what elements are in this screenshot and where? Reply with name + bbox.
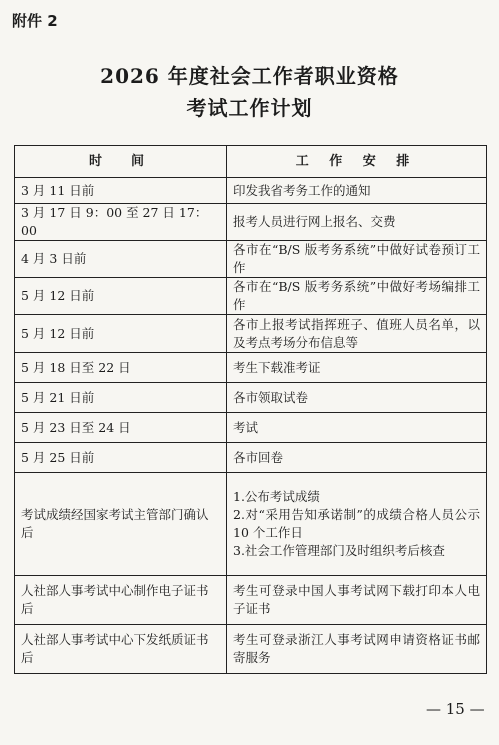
task-line: 1.公布考试成绩 [233, 489, 320, 504]
table-row [15, 315, 487, 353]
row-time: 5 月 18 日至 22 日 [15, 353, 227, 383]
table-row [15, 473, 487, 576]
task-line: 考生可登录浙江人事考试网申请资格证书邮寄服务 [233, 632, 480, 665]
page-number: — 15 — [426, 700, 485, 718]
task-line: 各市领取试卷 [233, 389, 309, 405]
table-row [15, 204, 487, 241]
task-line: 考试 [233, 419, 259, 435]
table-header-row [15, 146, 487, 178]
row-time: 4 月 3 日前 [15, 241, 227, 278]
row-task [227, 443, 487, 473]
row-time: 5 月 12 日前 [15, 278, 227, 315]
row-task [227, 315, 487, 353]
header-time: 时 间 [15, 146, 227, 178]
table-row [15, 576, 487, 625]
table-row [15, 383, 487, 413]
attachment-label: 附件 2 [12, 12, 58, 30]
task-line: 报考人员进行网上报名、交费 [233, 214, 396, 229]
row-time: 人社部人事考试中心制作电子证书后 [15, 576, 227, 625]
task-line: 各市回卷 [233, 449, 284, 465]
table-row [15, 413, 487, 443]
table-row [15, 278, 487, 315]
row-task [227, 353, 487, 383]
table-row [15, 353, 487, 383]
row-time: 5 月 21 日前 [15, 383, 227, 413]
row-task [227, 413, 487, 443]
table-row [15, 241, 487, 278]
task-line: 各市在“B/S 版考务系统”中做好试卷预订工作 [233, 242, 480, 275]
task-line: 各市在“B/S 版考务系统”中做好考场编排工作 [233, 279, 480, 312]
row-task [227, 241, 487, 278]
task-line: 考生下载准考证 [233, 359, 321, 375]
task-line: 3.社会工作管理部门及时组织考后核查 [233, 543, 445, 558]
row-task [227, 278, 487, 315]
row-task [227, 625, 487, 674]
document-title: 2026 年度社会工作者职业资格 [100, 64, 399, 88]
row-task [227, 576, 487, 625]
row-time: 人社部人事考试中心下发纸质证书后 [15, 625, 227, 674]
row-time: 5 月 23 日至 24 日 [15, 413, 227, 443]
row-task [227, 204, 487, 241]
row-time: 5 月 12 日前 [15, 315, 227, 353]
row-time: 3 月 11 日前 [15, 178, 227, 204]
task-line: 各市上报考试指挥班子、值班人员名单，以及考点考场分布信息等 [233, 316, 480, 350]
row-task [227, 383, 487, 413]
row-time: 5 月 25 日前 [15, 443, 227, 473]
task-line: 2.对“采用告知承诺制”的成绩合格人员公示 10 个工作日 [233, 507, 480, 540]
table-row [15, 625, 487, 674]
row-task [227, 178, 487, 204]
schedule-table [14, 145, 487, 674]
header-task: 工 作 安 排 [227, 146, 487, 178]
task-line: 考生可登录中国人事考试网下载打印本人电子证书 [233, 583, 480, 616]
task-line: 印发我省考务工作的通知 [233, 182, 371, 198]
table-row [15, 443, 487, 473]
table-row [15, 178, 487, 204]
document-subtitle: 考试工作计划 [186, 96, 313, 120]
row-task [227, 473, 487, 576]
row-time: 考试成绩经国家考试主管部门确认后 [15, 473, 227, 576]
row-time: 3 月 17 日 9：00 至 27 日 17：00 [15, 204, 227, 241]
